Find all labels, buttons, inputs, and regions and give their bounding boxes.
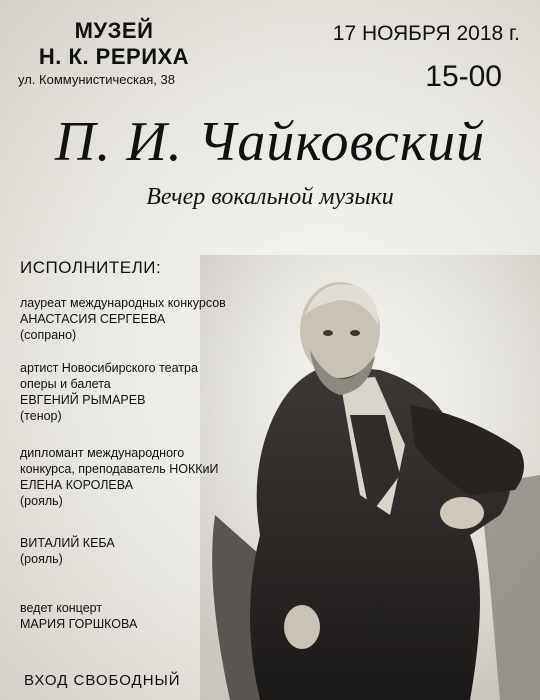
performer-title: дипломант международного bbox=[20, 446, 185, 460]
event-subtitle: Вечер вокальной музыки bbox=[146, 184, 394, 210]
performer-entry bbox=[20, 445, 260, 509]
performer-role: (рояль) bbox=[20, 552, 63, 566]
museum-name-line2: Н. К. РЕРИХА bbox=[38, 44, 190, 69]
museum-address: ул. Коммунистическая, 38 bbox=[18, 72, 175, 87]
performer-role: (тенор) bbox=[20, 409, 62, 423]
performer-entry bbox=[20, 535, 260, 567]
performer-name: ЕЛЕНА КОРОЛЕВА bbox=[20, 478, 134, 492]
free-entry-notice: ВХОД СВОБОДНЫЙ bbox=[24, 672, 181, 689]
performer-role: (сопрано) bbox=[20, 328, 77, 342]
performer-role: (рояль) bbox=[20, 494, 63, 508]
host-title: ведет концерт bbox=[20, 601, 103, 615]
museum-name-line1: МУЗЕЙ bbox=[74, 18, 154, 43]
event-time: 15-00 bbox=[425, 60, 502, 93]
performer-title: конкурса, преподаватель НОККиИ bbox=[20, 462, 219, 476]
performer-entry bbox=[20, 295, 260, 343]
event-date: 17 НОЯБРЯ 2018 г. bbox=[332, 22, 520, 45]
host-entry bbox=[20, 600, 260, 632]
performer-entry bbox=[20, 360, 260, 424]
composer-title: П. И. Чайковский bbox=[54, 111, 486, 173]
performers-heading: ИСПОЛНИТЕЛИ: bbox=[20, 258, 162, 277]
performer-title: лауреат международных конкурсов bbox=[20, 296, 226, 310]
host-name: МАРИЯ ГОРШКОВА bbox=[20, 617, 138, 631]
performer-name: АНАСТАСИЯ СЕРГЕЕВА bbox=[20, 312, 166, 326]
museum-header bbox=[14, 18, 214, 87]
performer-name: ЕВГЕНИЙ РЫМАРЕВ bbox=[20, 393, 146, 407]
performer-title: артист Новосибирского театра bbox=[20, 361, 198, 375]
performer-title: оперы и балета bbox=[20, 377, 111, 391]
performer-name: ВИТАЛИЙ КЕБА bbox=[20, 536, 115, 550]
